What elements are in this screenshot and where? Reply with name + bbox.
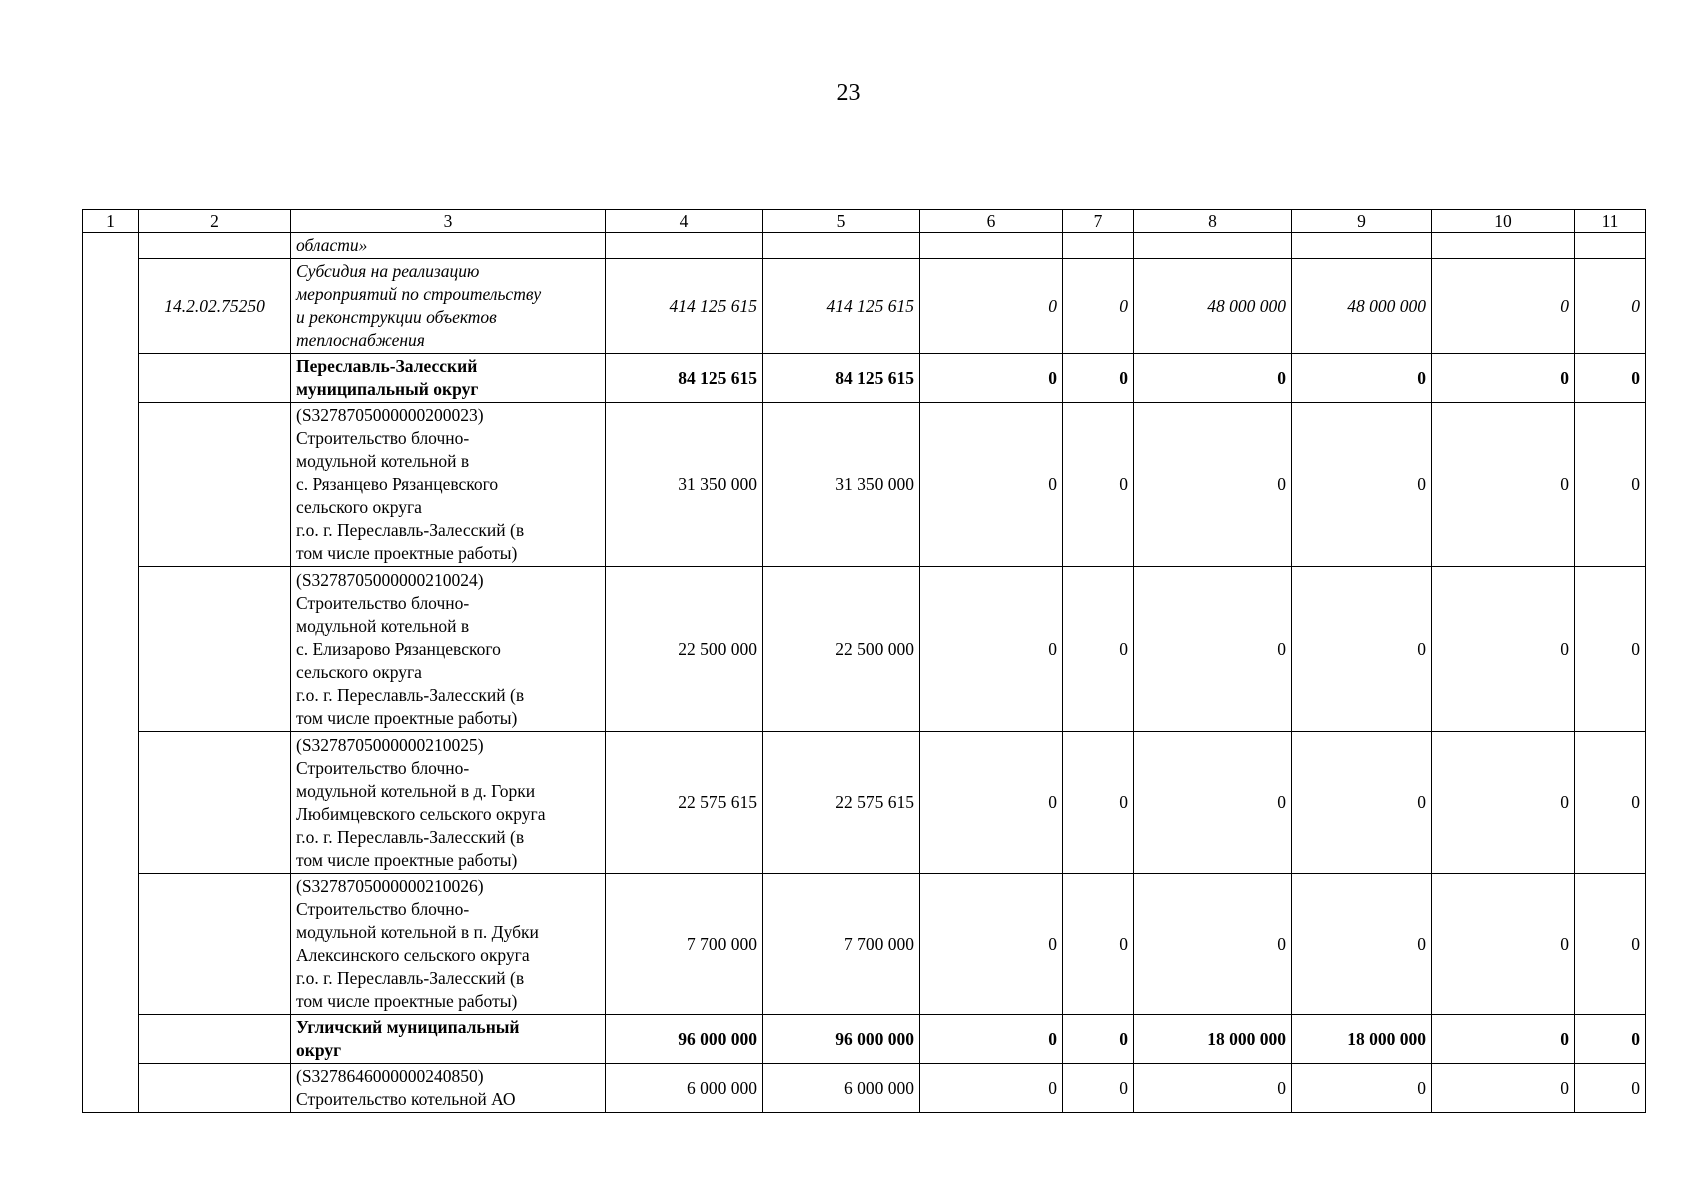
table-row [83,1015,1646,1064]
value-cell: 0 [1063,1064,1134,1113]
code-cell: 14.2.02.75250 [139,259,291,354]
value-cell: 7 700 000 [763,874,920,1015]
code-cell [139,732,291,874]
value-cell [606,233,763,259]
value-cell: 0 [1134,732,1292,874]
value-cell: 0 [1575,732,1646,874]
value-cell: 0 [1575,1064,1646,1113]
name-cell: (S3278705000000210026) Строительство блочно- модульной котельной в п. Дубки Алексинского сельского округа г.о. г. Переславль-Залесский (в том числе проектные работы) [291,874,606,1015]
value-cell: 0 [1292,567,1432,732]
value-cell: 6 000 000 [606,1064,763,1113]
value-cell: 96 000 000 [606,1015,763,1064]
value-cell [920,233,1063,259]
name-cell: Переславль-Залесский муниципальный округ [291,354,606,403]
value-cell: 0 [1134,354,1292,403]
value-cell: 0 [1292,403,1432,567]
table-row [83,259,1646,354]
column-number-row [83,210,1646,233]
code-cell [139,1064,291,1113]
page-number: 23 [836,80,861,106]
value-cell: 0 [1432,567,1575,732]
value-cell: 0 [1292,1064,1432,1113]
value-cell: 0 [920,732,1063,874]
value-cell: 0 [1134,1064,1292,1113]
value-cell: 31 350 000 [763,403,920,567]
name-cell: Субсидия на реализацию мероприятий по строительству и реконструкции объектов теплоснабжения [291,259,606,354]
column-number: 8 [1134,210,1292,233]
value-cell: 0 [1292,732,1432,874]
value-cell: 0 [1575,259,1646,354]
table-row [83,1064,1646,1113]
value-cell: 0 [1432,354,1575,403]
name-cell: (S3278705000000200023) Строительство блочно- модульной котельной в с. Рязанцево Рязанцевского сельского округа г.о. г. Переславль-Залесский (в том числе проектные работы) [291,403,606,567]
value-cell [1432,233,1575,259]
table-row [83,233,1646,259]
value-cell: 0 [1432,732,1575,874]
column-number: 4 [606,210,763,233]
table-row [83,403,1646,567]
value-cell: 414 125 615 [763,259,920,354]
column-number: 5 [763,210,920,233]
value-cell: 0 [1063,1015,1134,1064]
code-cell [139,567,291,732]
value-cell: 0 [1063,567,1134,732]
code-cell [139,354,291,403]
value-cell [1575,233,1646,259]
table-row [83,874,1646,1015]
column-number: 10 [1432,210,1575,233]
value-cell: 0 [920,874,1063,1015]
value-cell: 0 [1575,874,1646,1015]
value-cell: 0 [920,354,1063,403]
column-number: 1 [83,210,139,233]
code-cell [139,874,291,1015]
value-cell [1063,233,1134,259]
budget-table [82,209,1646,1113]
value-cell: 0 [920,567,1063,732]
value-cell: 6 000 000 [763,1064,920,1113]
code-cell [139,1015,291,1064]
value-cell [763,233,920,259]
value-cell [1134,233,1292,259]
value-cell: 0 [1432,259,1575,354]
value-cell: 0 [1134,403,1292,567]
value-cell: 0 [1063,732,1134,874]
value-cell: 48 000 000 [1134,259,1292,354]
column-number: 2 [139,210,291,233]
name-cell: (S3278705000000210024) Строительство блочно- модульной котельной в с. Елизарово Рязанцевского сельского округа г.о. г. Переславль-Залесский (в том числе проектные работы) [291,567,606,732]
value-cell: 0 [920,1064,1063,1113]
code-cell [139,233,291,259]
value-cell: 0 [1575,403,1646,567]
name-cell: (S3278646000000240850) Строительство котельной АО [291,1064,606,1113]
name-cell: области» [291,233,606,259]
value-cell [1292,233,1432,259]
value-cell: 0 [1575,567,1646,732]
value-cell: 0 [920,1015,1063,1064]
name-cell: Угличский муниципальный округ [291,1015,606,1064]
value-cell: 0 [1063,403,1134,567]
column-number: 7 [1063,210,1134,233]
value-cell: 0 [1134,874,1292,1015]
value-cell: 22 500 000 [606,567,763,732]
value-cell: 0 [1063,259,1134,354]
value-cell: 0 [1432,403,1575,567]
value-cell: 0 [920,259,1063,354]
column-number: 9 [1292,210,1432,233]
value-cell: 0 [1063,354,1134,403]
value-cell: 7 700 000 [606,874,763,1015]
value-cell: 0 [1292,874,1432,1015]
name-cell: (S3278705000000210025) Строительство блочно- модульной котельной в д. Горки Любимцевского сельского округа г.о. г. Переславль-Залесский (в том числе проектные работы) [291,732,606,874]
value-cell: 0 [1432,874,1575,1015]
table-row [83,732,1646,874]
value-cell: 0 [1432,1015,1575,1064]
value-cell: 0 [1575,354,1646,403]
value-cell: 84 125 615 [606,354,763,403]
column-number: 6 [920,210,1063,233]
value-cell: 0 [1575,1015,1646,1064]
value-cell: 18 000 000 [1292,1015,1432,1064]
value-cell: 0 [1292,354,1432,403]
column-1-cell [83,233,139,1113]
value-cell: 96 000 000 [763,1015,920,1064]
value-cell: 0 [920,403,1063,567]
value-cell: 22 575 615 [606,732,763,874]
table-row [83,354,1646,403]
value-cell: 18 000 000 [1134,1015,1292,1064]
value-cell: 84 125 615 [763,354,920,403]
value-cell: 31 350 000 [606,403,763,567]
value-cell: 0 [1063,874,1134,1015]
value-cell: 0 [1134,567,1292,732]
code-cell [139,403,291,567]
column-number: 11 [1575,210,1646,233]
value-cell: 22 575 615 [763,732,920,874]
value-cell: 22 500 000 [763,567,920,732]
column-number: 3 [291,210,606,233]
value-cell: 0 [1432,1064,1575,1113]
value-cell: 414 125 615 [606,259,763,354]
table-row [83,567,1646,732]
value-cell: 48 000 000 [1292,259,1432,354]
